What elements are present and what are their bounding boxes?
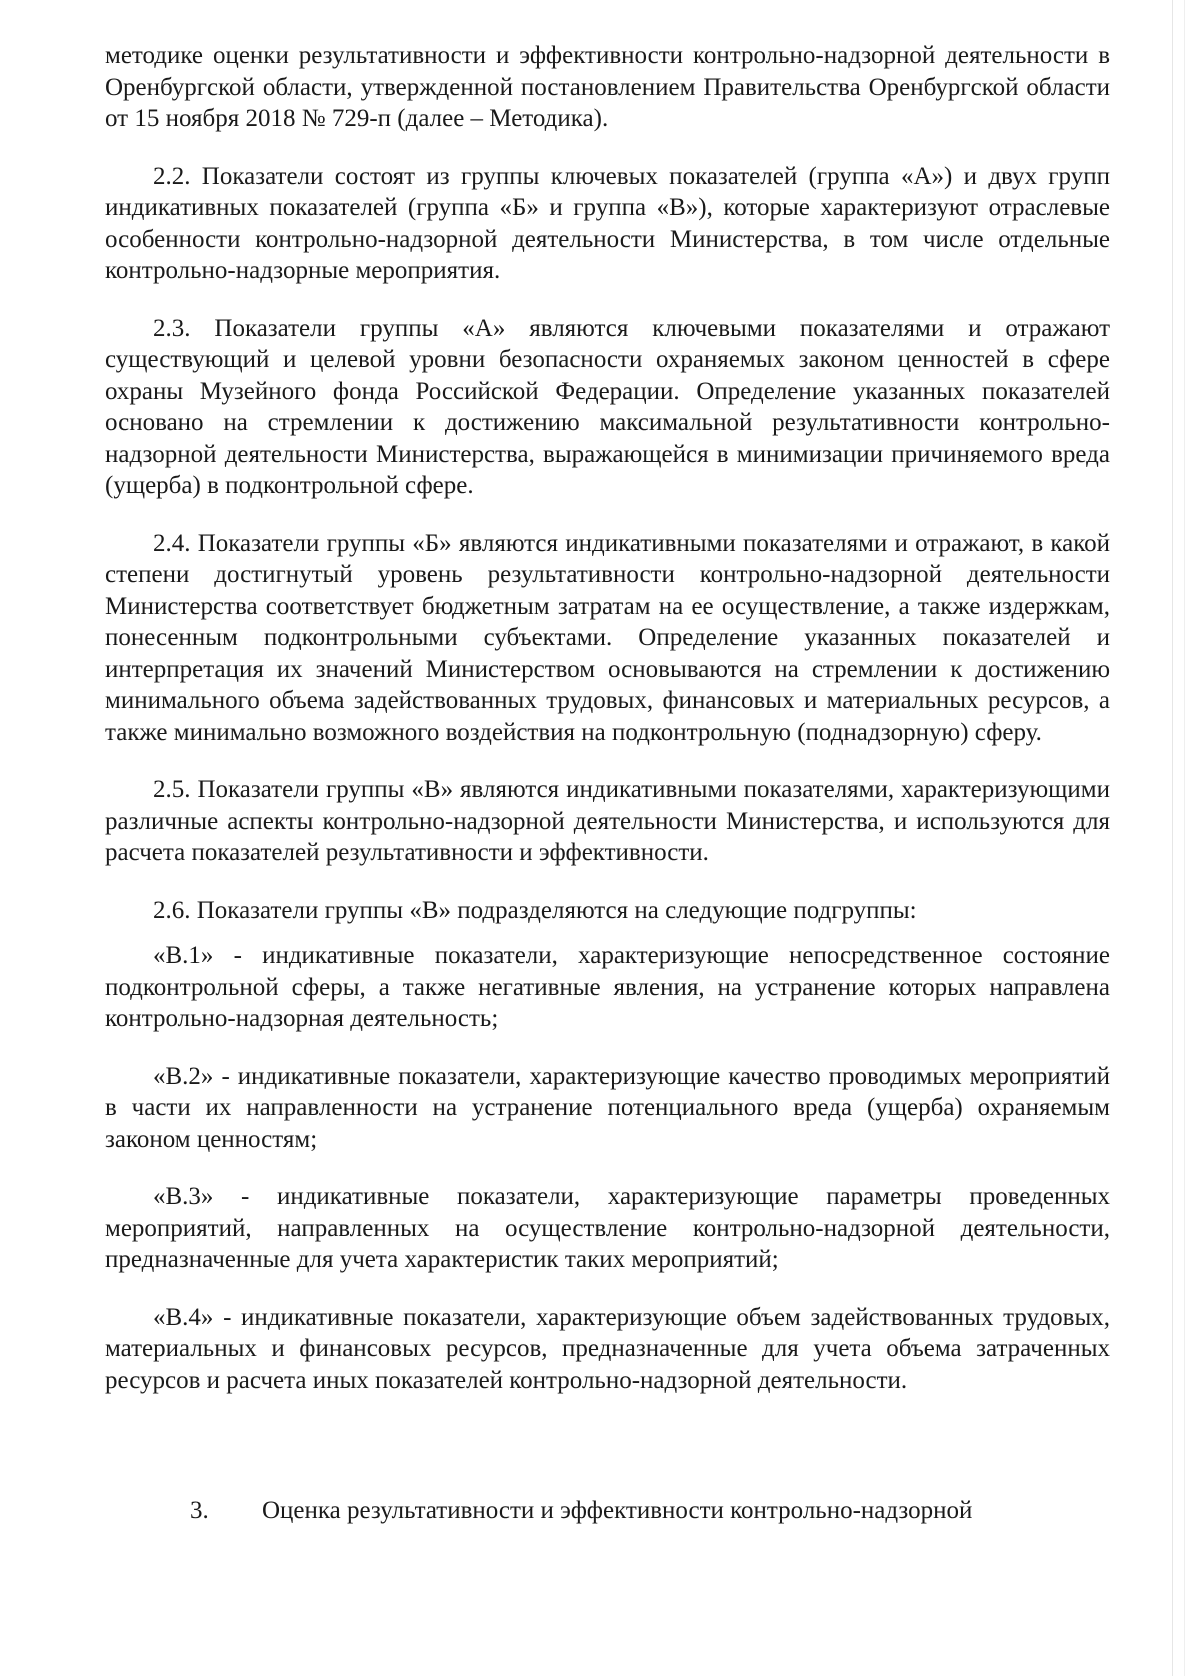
section-title: Оценка результативности и эффективности контрольно-надзорной: [262, 1497, 973, 1524]
scan-edge-line: [1184, 0, 1185, 1676]
section-number: 3.: [190, 1497, 209, 1524]
paragraph-2-3: 2.3. Показатели группы «А» являются ключевыми показателями и отражают существующий и целевой уровни безопасности охраняемых законом ценностей в сфере охраны Музейного фонда Российской Федерации. Определение указанных показателей основано на стремлении к достижению максимальной результативности контрольно-надзорной деятельности Министерства, выражающейся в минимизации причиняемого вреда (ущерба) в подконтрольной сфере.: [105, 314, 1110, 499]
subgroup-b4: «В.4» - индикативные показатели, характеризующие объем задействованных трудовых, материальных и финансовых ресурсов, предназначенные для учета объема затраченных ресурсов и расчета иных показателей контрольно-надзорной деятельности.: [105, 1303, 1110, 1394]
paragraph-2-2: 2.2. Показатели состоят из группы ключевых показателей (группа «А») и двух групп индикативных показателей (группа «Б» и группа «В»), которые характеризуют отраслевые особенности контрольно-надзорной деятельности Министерства, в том числе отдельные контрольно-надзорные мероприятия.: [105, 162, 1110, 284]
paragraph-intro: методике оценки результативности и эффективности контрольно-надзорной деятельности в Оренбургской области, утвержденной постановлением Правительства Оренбургской области от 15 ноября 2018 № 729-п (далее – Методика).: [105, 42, 1110, 132]
paragraph-2-4: 2.4. Показатели группы «Б» являются индикативными показателями и отражают, в какой степени достигнутый уровень результативности контрольно-надзорной деятельности Министерства соответствует бюджетным затратам на ее осуществление, а также издержкам, понесенным подконтрольными субъектами. Определение указанных показателей и интерпретация их значений Министерством основываются на стремлении к достижению минимального объема задействованных трудовых, финансовых и материальных ресурсов, а также минимально возможного воздействия на подконтрольную (поднадзорную) сферу.: [105, 529, 1110, 746]
subgroup-b2: «В.2» - индикативные показатели, характеризующие качество проводимых мероприятий в части их направленности на устранение потенциального вреда (ущерба) охраняемым законом ценностям;: [105, 1062, 1110, 1153]
section-heading: [190, 1495, 1090, 1527]
subgroup-b3: «В.3» - индикативные показатели, характеризующие параметры проведенных мероприятий, направленных на осуществление контрольно-надзорной деятельности, предназначенные для учета характеристик таких мероприятий;: [105, 1183, 1110, 1273]
paragraph-2-5: 2.5. Показатели группы «В» являются индикативными показателями, характеризующими различные аспекты контрольно-надзорной деятельности Министерства, и используются для расчета показателей результативности и эффективности.: [105, 776, 1110, 866]
document-body: [105, 40, 1110, 1422]
subgroup-b1: «В.1» - индикативные показатели, характеризующие непосредственное состояние подконтрольной сферы, а также негативные явления, на устранение которых направлена контрольно-надзорная деятельность;: [105, 942, 1110, 1032]
paragraph-2-6: 2.6. Показатели группы «В» подразделяются на следующие подгруппы:: [153, 896, 917, 924]
scan-edge-line: [1172, 0, 1173, 1676]
